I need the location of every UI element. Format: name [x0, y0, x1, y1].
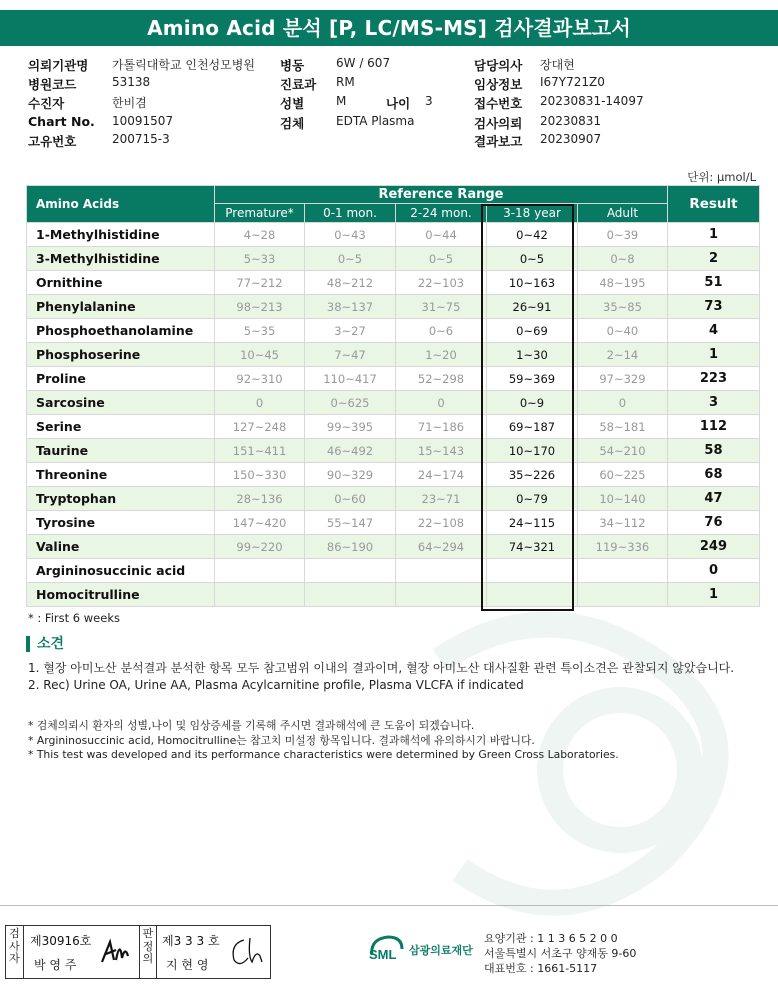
sml-logo-text: SML	[369, 947, 397, 962]
pathologist-name: 지 현 영	[166, 958, 209, 972]
reference-range-cell: 38~137	[305, 295, 396, 319]
amino-acid-name: Proline	[27, 367, 215, 391]
patient-info	[28, 56, 768, 152]
reference-range-cell: 151~411	[215, 439, 305, 463]
table-row	[27, 535, 760, 559]
label-clinical-info: 임상정보	[474, 77, 523, 92]
reference-range-cell: 0~60	[305, 487, 396, 511]
findings-title: 소견	[26, 636, 64, 652]
pathologist-license-no: 제3 3 3 호	[162, 934, 220, 948]
table-row	[27, 223, 760, 247]
reference-range-cell: 0~40	[577, 319, 667, 343]
tester-label: 검사자	[6, 926, 24, 978]
reference-range-cell: 10~163	[486, 271, 577, 295]
table-row	[27, 391, 760, 415]
amino-acid-name: Sarcosine	[27, 391, 215, 415]
reference-range-cell: 0~5	[486, 247, 577, 271]
header-3-18-year: 3-18 year	[486, 204, 577, 223]
table-row	[27, 487, 760, 511]
label-request-date: 검사의뢰	[474, 116, 523, 131]
value-chart-no: 10091507	[112, 114, 174, 128]
table-row	[27, 343, 760, 367]
note-item: * 검체의뢰시 환자의 성별,나이 및 임상증세를 기록해 주시면 결과해석에 큰 도움이 되겠습니다.	[28, 719, 475, 732]
reference-range-cell: 0~8	[577, 247, 667, 271]
reference-range-cell: 99~220	[215, 535, 305, 559]
reference-range-cell	[486, 583, 577, 607]
label-ward: 병동	[280, 58, 305, 73]
result-value: 1	[667, 583, 759, 607]
reference-range-cell: 0~69	[486, 319, 577, 343]
amino-acid-name: Serine	[27, 415, 215, 439]
reference-range-cell: 0~39	[577, 223, 667, 247]
value-clinical-info: I67Y721Z0	[540, 75, 605, 89]
table-row	[27, 415, 760, 439]
value-ward: 6W / 607	[336, 56, 391, 70]
reference-range-cell: 58~181	[577, 415, 667, 439]
reference-range-cell: 34~112	[577, 511, 667, 535]
info-row	[28, 56, 768, 74]
result-value: 68	[667, 463, 759, 487]
reference-range-cell: 99~395	[305, 415, 396, 439]
reference-range-cell: 97~329	[577, 367, 667, 391]
result-value: 1	[667, 223, 759, 247]
reference-range-cell: 0	[577, 391, 667, 415]
amino-acid-name: Threonine	[27, 463, 215, 487]
reference-range-cell: 10~140	[577, 487, 667, 511]
table-row	[27, 559, 760, 583]
amino-acid-name: Ornithine	[27, 271, 215, 295]
reference-range-cell	[396, 559, 487, 583]
amino-acid-name: Homocitrulline	[27, 583, 215, 607]
notes-list	[28, 719, 768, 763]
lab-phone: 대표번호 : 1661-5117	[484, 962, 598, 975]
value-hospital-code: 53138	[112, 75, 151, 89]
amino-acid-name: Phosphoserine	[27, 343, 215, 367]
value-request-date: 20230831	[540, 114, 602, 128]
reference-range-cell: 5~35	[215, 319, 305, 343]
reference-range-cell: 24~174	[396, 463, 487, 487]
table-row	[27, 439, 760, 463]
label-chart-no: Chart No.	[28, 114, 95, 129]
reference-range-cell: 48~212	[305, 271, 396, 295]
reference-range-cell: 1~30	[486, 343, 577, 367]
reference-range-cell: 31~75	[396, 295, 487, 319]
reference-range-cell	[215, 583, 305, 607]
info-row	[28, 94, 768, 112]
reference-range-cell: 0	[396, 391, 487, 415]
reference-range-cell: 60~225	[577, 463, 667, 487]
reference-range-cell: 22~108	[396, 511, 487, 535]
reference-range-cell: 0~42	[486, 223, 577, 247]
table-row	[27, 583, 760, 607]
amino-acid-name: Phenylalanine	[27, 295, 215, 319]
reference-range-cell: 119~336	[577, 535, 667, 559]
reference-range-cell: 3~27	[305, 319, 396, 343]
amino-acid-name: Phosphoethanolamine	[27, 319, 215, 343]
value-hospital: 가톨릭대학교 인천성모병원	[112, 58, 255, 72]
reference-range-cell: 10~170	[486, 439, 577, 463]
result-value: 58	[667, 439, 759, 463]
amino-acid-name: 1-Methylhistidine	[27, 223, 215, 247]
unit-label: 단위: μmol/L	[687, 170, 756, 184]
reference-range-cell: 59~369	[486, 367, 577, 391]
reference-range-cell	[577, 583, 667, 607]
reference-range-cell: 54~210	[577, 439, 667, 463]
table-row	[27, 511, 760, 535]
table-row	[27, 319, 760, 343]
reference-range-cell: 71~186	[396, 415, 487, 439]
value-dept: RM	[336, 75, 355, 89]
value-receipt-no: 20230831-14097	[540, 94, 644, 108]
reference-range-cell: 77~212	[215, 271, 305, 295]
pathologist-label: 판정의	[139, 926, 157, 978]
reference-range-cell	[577, 559, 667, 583]
reference-range-cell: 86~190	[305, 535, 396, 559]
reference-range-cell: 35~226	[486, 463, 577, 487]
tester-name: 박 영 주	[34, 958, 77, 972]
value-sex: M	[336, 94, 347, 108]
reference-range-cell: 46~492	[305, 439, 396, 463]
amino-acid-name: 3-Methylhistidine	[27, 247, 215, 271]
finding-item: 2. Rec) Urine OA, Urine AA, Plasma Acylcarnitine profile, Plasma VLCFA if indicated	[28, 678, 524, 692]
amino-acid-name: Valine	[27, 535, 215, 559]
lab-code: 요양기관 : 1 1 3 6 5 2 0 0	[484, 932, 618, 945]
amino-acid-name: Argininosuccinic acid	[27, 559, 215, 583]
reference-range-cell: 150~330	[215, 463, 305, 487]
reference-range-cell: 0~625	[305, 391, 396, 415]
reference-range-cell: 0~79	[486, 487, 577, 511]
result-value: 223	[667, 367, 759, 391]
reference-range-cell: 55~147	[305, 511, 396, 535]
signature-box	[5, 925, 271, 979]
reference-range-cell: 23~71	[396, 487, 487, 511]
reference-range-cell: 0~5	[305, 247, 396, 271]
reference-range-cell: 28~136	[215, 487, 305, 511]
footer-divider	[0, 905, 778, 906]
result-value: 4	[667, 319, 759, 343]
reference-range-cell: 26~91	[486, 295, 577, 319]
label-receipt-no: 접수번호	[474, 96, 523, 111]
table-row	[27, 295, 760, 319]
table-row	[27, 271, 760, 295]
reference-range-cell	[305, 559, 396, 583]
reference-range-cell: 0~9	[486, 391, 577, 415]
amino-acid-name: Tyrosine	[27, 511, 215, 535]
result-value: 249	[667, 535, 759, 559]
reference-range-cell: 69~187	[486, 415, 577, 439]
reference-range-cell: 64~294	[396, 535, 487, 559]
label-age: 나이	[386, 96, 411, 111]
reference-range-cell: 98~213	[215, 295, 305, 319]
amino-acid-name: Taurine	[27, 439, 215, 463]
reference-range-cell	[486, 559, 577, 583]
reference-range-cell: 1~20	[396, 343, 487, 367]
reference-range-cell: 74~321	[486, 535, 577, 559]
label-hospital-code: 병원코드	[28, 77, 77, 92]
note-item: * Argininosuccinic acid, Homocitrulline는 참고치 미설정 항목입니다. 결과해석에 유의하시기 바랍니다.	[28, 733, 535, 747]
footnote: * : First 6 weeks	[28, 611, 120, 625]
table-row	[27, 463, 760, 487]
reference-range-cell: 0~43	[305, 223, 396, 247]
reference-range-cell: 7~47	[305, 343, 396, 367]
reference-range-cell: 90~329	[305, 463, 396, 487]
lab-name: 삼광의료재단	[409, 944, 473, 957]
result-value: 51	[667, 271, 759, 295]
value-patient: 한비겸	[112, 96, 147, 110]
reference-range-cell: 0~44	[396, 223, 487, 247]
result-value: 73	[667, 295, 759, 319]
result-value: 76	[667, 511, 759, 535]
label-sex: 성별	[280, 96, 305, 111]
reference-range-cell	[396, 583, 487, 607]
reference-range-cell: 92~310	[215, 367, 305, 391]
reference-range-cell: 52~298	[396, 367, 487, 391]
value-specimen: EDTA Plasma	[336, 114, 415, 128]
reference-range-cell: 35~85	[577, 295, 667, 319]
lab-address: 서울특별시 서초구 양재동 9-60	[484, 947, 637, 960]
amino-acid-table	[26, 185, 760, 607]
reference-range-cell: 48~195	[577, 271, 667, 295]
result-value: 0	[667, 559, 759, 583]
report-title: Amino Acid 분석 [P, LC/MS-MS] 검사결과보고서	[0, 10, 778, 46]
label-dept: 진료과	[280, 77, 317, 92]
info-row	[28, 75, 768, 93]
pathologist-signature-icon	[226, 934, 266, 970]
reference-range-cell: 22~103	[396, 271, 487, 295]
result-value: 47	[667, 487, 759, 511]
header-reference-range: Reference Range	[215, 186, 668, 204]
reference-range-cell: 24~115	[486, 511, 577, 535]
result-value: 112	[667, 415, 759, 439]
result-value: 1	[667, 343, 759, 367]
reference-range-cell: 0~6	[396, 319, 487, 343]
header-2-24-mon: 2-24 mon.	[396, 204, 487, 223]
result-value: 3	[667, 391, 759, 415]
info-row	[28, 114, 768, 132]
header-0-1-mon: 0-1 mon.	[305, 204, 396, 223]
finding-item: 1. 혈장 아미노산 분석결과 분석한 항목 모두 참고범위 이내의 결과이며, 혈장 아미노산 대사질환 관련 특이소견은 관찰되지 않았습니다.	[28, 661, 735, 675]
label-specimen: 검체	[280, 116, 305, 131]
findings-list	[28, 660, 768, 694]
header-adult: Adult	[577, 204, 667, 223]
header-amino-acids: Amino Acids	[27, 186, 215, 223]
label-hospital: 의뢰기관명	[28, 58, 89, 73]
reference-range-cell: 110~417	[305, 367, 396, 391]
header-premature: Premature*	[215, 204, 305, 223]
value-unique-no: 200715-3	[112, 132, 170, 146]
amino-acid-name: Tryptophan	[27, 487, 215, 511]
label-doctor: 담당의사	[474, 58, 523, 73]
tester-license-no: 제30916호	[30, 934, 92, 948]
reference-range-cell: 4~28	[215, 223, 305, 247]
info-row	[28, 132, 768, 150]
value-report-date: 20230907	[540, 132, 602, 146]
sml-logo-icon	[366, 933, 406, 969]
tester-signature-icon	[98, 936, 132, 968]
result-value: 2	[667, 247, 759, 271]
reference-range-cell: 127~248	[215, 415, 305, 439]
reference-range-cell: 147~420	[215, 511, 305, 535]
reference-range-cell: 15~143	[396, 439, 487, 463]
value-doctor: 장대현	[540, 58, 575, 72]
value-age: 3	[425, 94, 433, 108]
reference-range-cell: 5~33	[215, 247, 305, 271]
reference-range-cell: 0~5	[396, 247, 487, 271]
note-item: * This test was developed and its performance characteristics were determined by Green Cross Laboratories.	[28, 748, 619, 761]
label-patient: 수진자	[28, 96, 65, 111]
table-row	[27, 367, 760, 391]
reference-range-cell: 0	[215, 391, 305, 415]
reference-range-cell	[215, 559, 305, 583]
label-unique-no: 고유번호	[28, 134, 77, 149]
reference-range-cell: 2~14	[577, 343, 667, 367]
header-result: Result	[667, 186, 759, 223]
reference-range-cell	[305, 583, 396, 607]
lab-info	[484, 931, 636, 976]
label-report-date: 결과보고	[474, 134, 523, 149]
reference-range-cell: 10~45	[215, 343, 305, 367]
table-row	[27, 247, 760, 271]
